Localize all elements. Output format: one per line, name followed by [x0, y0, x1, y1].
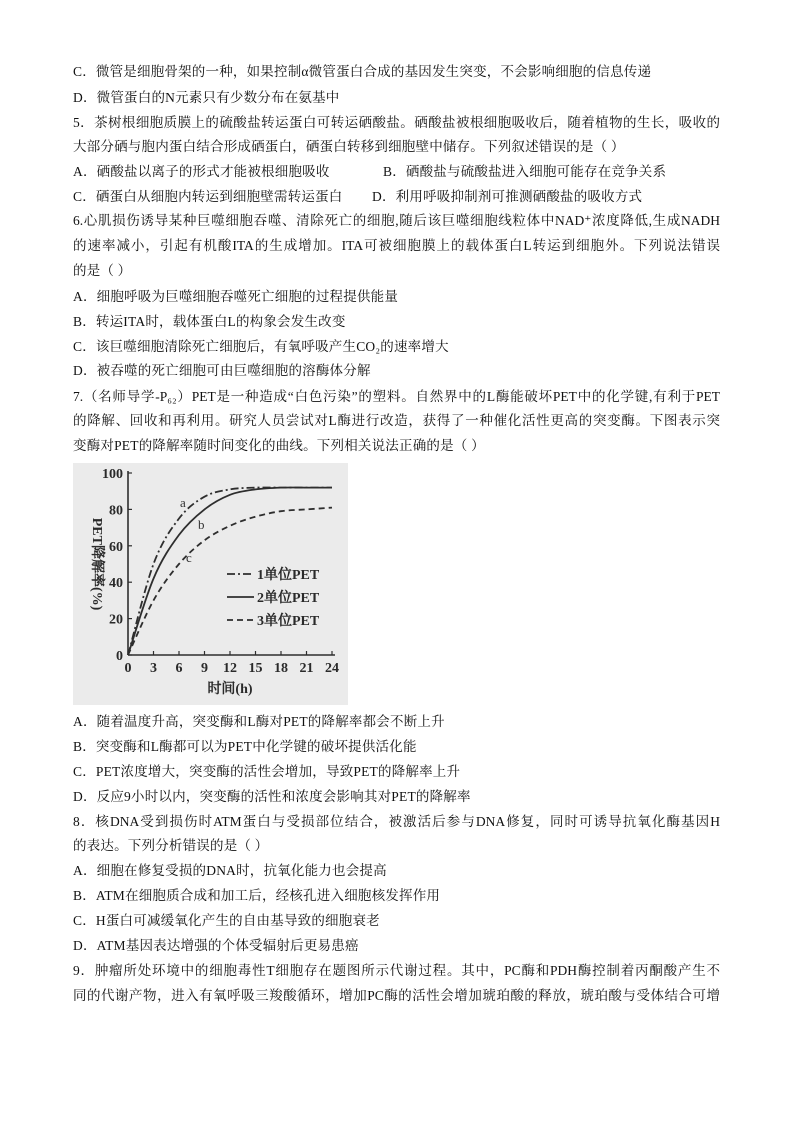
x-tick-label: 12 [223, 661, 237, 676]
q6-stem-line-3: 的是（ ） [73, 263, 132, 278]
q8-option-b: B．ATM在细胞质合成和加工后，经核孔进入细胞核发挥作用 [73, 888, 441, 903]
x-tick-label: 18 [274, 661, 288, 676]
q8-option-a: A．细胞在修复受损的DNA时，抗氧化能力也会提高 [73, 863, 387, 878]
x-tick-label: 3 [150, 661, 157, 676]
q6-option-c: C．该巨噬细胞清除死亡细胞后，有氧呼吸产生CO₂的速率增大 [73, 339, 449, 354]
x-tick-label: 9 [201, 661, 208, 676]
q7-stem-line-2: 的降解、回收和再利用。研究人员尝试对L酶进行改造，获得了一种催化活性更高的突变酶。下图表示突 [73, 413, 720, 428]
q4-option-d: D．微管蛋白的N元素只有少数分布在氨基中 [73, 90, 340, 105]
q7-option-d: D．反应9小时以内，突变酶的活性和浓度会影响其对PET的降解率 [73, 789, 471, 804]
q4-option-c: C．微管是细胞骨架的一种，如果控制α微管蛋白合成的基因发生突变，不会影响细胞的信息传递 [73, 64, 652, 79]
q8-stem-line-1: 8．核DNA受到损伤时ATM蛋白与受损部位结合，被激活后参与DNA修复，同时可诱导抗氧化酶基因H [73, 814, 720, 829]
q9-stem-line-1: 9．肿瘤所处环境中的细胞毒性T细胞存在题图所示代谢过程。其中，PC酶和PDH酶控制着丙酮酸产生不 [73, 963, 720, 978]
x-tick-label: 0 [124, 661, 132, 676]
q7-stem-line-1: 7.（名师导学-P₆₂）PET是一种造成“白色污染”的塑料。自然界中的L酶能破坏PET中的化学键,有利于PET [73, 389, 720, 404]
q6-option-b: B．转运ITA时，载体蛋白L的构象会发生改变 [73, 314, 346, 329]
series-label-b: b [198, 517, 205, 532]
y-tick-label: 40 [109, 576, 123, 592]
q7-option-a: A．随着温度升高，突变酶和L酶对PET的降解率都会不断上升 [73, 714, 445, 729]
y-tick-label: 80 [109, 503, 123, 519]
q5-option-d: D．利用呼吸抑制剂可推测硒酸盐的吸收方式 [372, 189, 643, 204]
q8-stem-line-2: 的表达。下列分析错误的是（ ） [73, 838, 269, 853]
legend-label-a: 1单位PET [257, 568, 320, 583]
q5-stem-line-1: 5．茶树根细胞质膜上的硫酸盐转运蛋白可转运硒酸盐。硒酸盐被根细胞吸收后，随着植物的生长，吸收的 [73, 115, 720, 130]
q7-option-c: C．PET浓度增大，突变酶的活性会增加，导致PET的降解率上升 [73, 764, 461, 779]
q6-stem-line-2: 的速率减小，引起有机酸ITA的生成增加。ITA可被细胞膜上的载体蛋白L转运到细胞外。下列说法错误 [73, 238, 720, 253]
y-tick-label: 20 [109, 612, 123, 628]
q7-option-b: B．突变酶和L酶都可以为PET中化学键的破坏提供活化能 [73, 739, 417, 754]
pet-degradation-chart [73, 463, 348, 705]
q5-option-c: C．硒蛋白从细胞内转运到细胞壁需转运蛋白 [73, 189, 343, 204]
y-tick-label: 0 [116, 649, 123, 664]
q5-stem-line-2: 大部分硒与胞内蛋白结合形成硒蛋白，硒蛋白转移到细胞壁中储存。下列叙述错误的是（ ） [73, 139, 625, 154]
y-tick-label: 60 [109, 539, 123, 555]
q7-stem-line-3: 变酶对PET的降解率随时间变化的曲线。下列相关说法正确的是（ ） [73, 438, 485, 453]
chart-svg [73, 463, 348, 705]
q6-option-d: D．被吞噬的死亡细胞可由巨噬细胞的溶酶体分解 [73, 363, 371, 378]
series-label-c: c [186, 550, 192, 565]
legend-label-c: 3单位PET [257, 614, 320, 629]
q5-option-b: B．硒酸盐与硫酸盐进入细胞可能存在竞争关系 [383, 164, 667, 179]
q6-option-a: A．细胞呼吸为巨噬细胞吞噬死亡细胞的过程提供能量 [73, 289, 399, 304]
series-label-a: a [180, 495, 186, 510]
y-tick-label: 100 [102, 467, 123, 482]
legend-label-b: 2单位PET [257, 591, 320, 606]
q8-option-c: C．H蛋白可减缓氧化产生的自由基导致的细胞衰老 [73, 913, 380, 928]
q8-option-d: D．ATM基因表达增强的个体受辐射后更易患癌 [73, 938, 359, 953]
q5-option-a: A．硒酸盐以离子的形式才能被根细胞吸收 [73, 164, 330, 179]
x-tick-label: 6 [175, 661, 183, 676]
x-tick-label: 21 [299, 661, 314, 676]
x-axis-title: 时间(h) [207, 682, 253, 697]
q6-stem-line-1: 6.心肌损伤诱导某种巨噬细胞吞噬、清除死亡的细胞,随后该巨噬细胞线粒体中NAD⁺浓度降低,生成NADH [73, 213, 720, 228]
y-axis-title: PET降解率(%) [89, 517, 104, 611]
x-tick-label: 15 [248, 661, 263, 676]
q9-stem-line-2: 同的代谢产物，进入有氧呼吸三羧酸循环，增加PC酶的活性会增加琥珀酸的释放，琥珀酸与受体结合可增 [73, 988, 720, 1003]
x-tick-label: 24 [325, 661, 339, 676]
